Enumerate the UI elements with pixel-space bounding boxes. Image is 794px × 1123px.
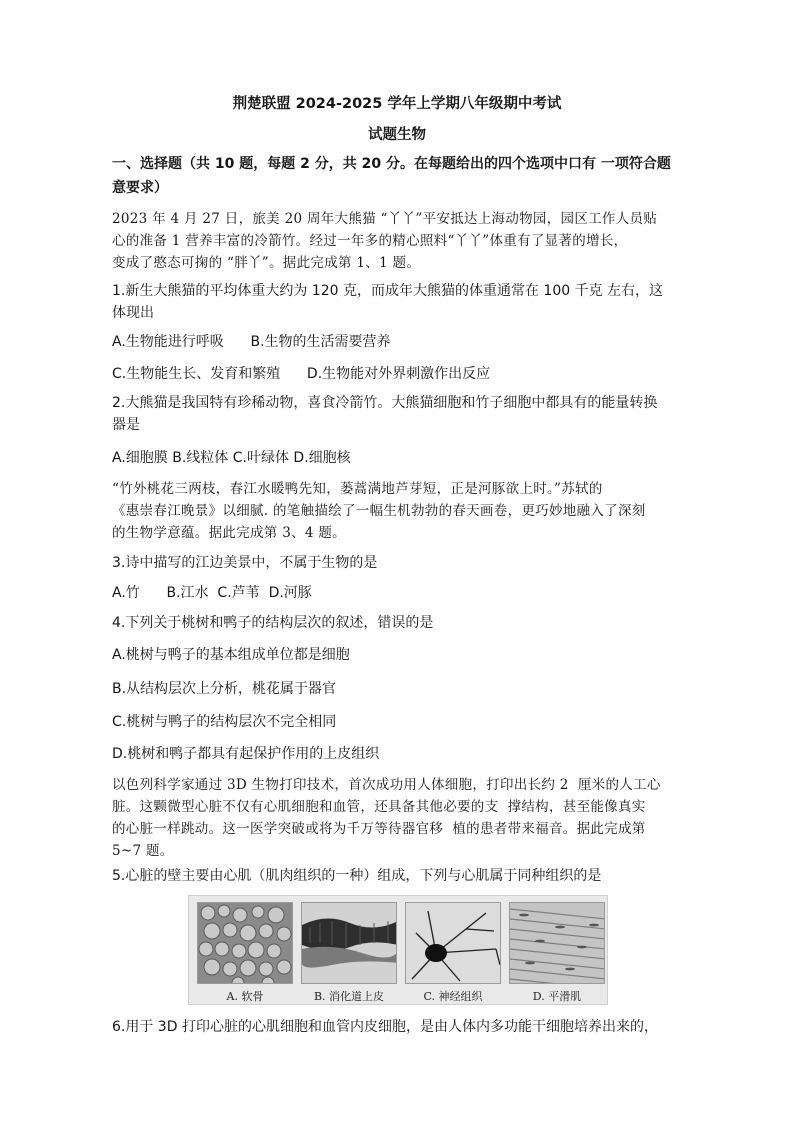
exam-title: 荆楚联盟 2024-2025 学年上学期八年级期中考试 [232, 96, 562, 112]
q4-option-b: B.从结构层次上分析，桃花属于器官 [112, 681, 337, 697]
q6-stem-line1: 6.用于 3D 打印心脏的心肌细胞和血管内皮细胞，是由人体内多功能干细胞培养出来的， [112, 1019, 658, 1035]
passage-three-line2: 脏。这颗微型心脏不仅有心肌细胞和血管，还具备其他必要的支 撑结构，甚至能像真实 [112, 799, 646, 815]
q4-option-d: D.桃树和鸭子都具有起保护作用的上皮组织 [112, 746, 380, 762]
q4-stem: 4.下列关于桃树和鸭子的结构层次的叙述，错误的是 [112, 615, 434, 631]
q3-options: A.竹 B.江水 C.芦苇 D.河豚 [112, 585, 312, 601]
smooth-muscle-image [509, 902, 605, 984]
q4-option-c: C.桃树与鸭子的结构层次不完全相同 [112, 714, 337, 730]
caption-a: A. 软骨 [226, 990, 264, 1003]
tissue-figure [188, 895, 608, 1005]
passage-one-line1: 2023 年 4 月 27 日，旅美 20 周年大熊猫 “丫丫”平安抵达上海动物园，园区工作人员贴 [112, 211, 658, 227]
passage-three-line4: 5~7 题。 [112, 843, 174, 859]
passage-one-line3: 变成了憨态可掬的 “胖丫”。据此完成第 1、1 题。 [112, 255, 421, 271]
q4-option-a: A.桃树与鸭子的基本组成单位都是细胞 [112, 647, 350, 663]
q1-options-row2: C.生物能生长、发育和繁殖 D.生物能对外界刺激作出反应 [112, 366, 491, 382]
caption-b: B. 消化道上皮 [313, 990, 385, 1003]
section-heading-line1: 一、选择题（共 10 题，每题 2 分，共 20 分。在每题给出的四个选项中口有 一项符合题 [112, 156, 671, 172]
section-heading-line2: 意要求） [112, 180, 168, 196]
q2-options: A.细胞膜 B.线粒体 C.叶绿体 D.细胞核 [112, 450, 351, 466]
q2-stem-line2: 器是 [112, 417, 140, 433]
q1-options-row1: A.生物能进行呼吸 B.生物的生活需要营养 [112, 334, 391, 350]
q1-stem-line1: 1.新生大熊猫的平均体重大约为 120 克，而成年大熊猫的体重通常在 100 千克 左右，这 [112, 283, 664, 299]
q2-stem-line1: 2.大熊猫是我国特有珍稀动物，喜食冷箭竹。大熊猫细胞和竹子细胞中都具有的能量转换 [112, 395, 658, 411]
caption-c: C. 神经组织 [423, 990, 483, 1003]
passage-one-line2: 心的准备 1 营养丰富的冷箭竹。经过一年多的精心照料“丫丫”体重有了显著的增长， [112, 233, 628, 249]
passage-three-line1: 以色列科学家通过 3D 生物打印技术，首次成功用人体细胞，打印出长约 2 厘米的人工心 [112, 777, 661, 793]
digestive-epithelium-image [301, 902, 397, 984]
q5-stem: 5.心脏的壁主要由心肌（肌肉组织的一种）组成，下列与心肌属于同种组织的是 [112, 868, 602, 884]
passage-two-line3: 的生物学意蕴。据此完成第 3、4 题。 [112, 525, 346, 541]
nerve-tissue-image [405, 902, 501, 984]
passage-three-line3: 的心脏一样跳动。这一医学突破或将为千万等待器官移 植的患者带来福音。据此完成第 [112, 821, 646, 837]
subject-title: 试题生物 [368, 127, 426, 143]
passage-two-line1: “竹外桃花三两枝，春江水暖鸭先知，蒌蒿满地芦芽短，正是河豚欲上时。”苏轼的 [112, 481, 603, 497]
caption-d: D. 平滑肌 [532, 990, 582, 1003]
q1-stem-line2: 体现出 [112, 305, 154, 321]
q3-stem: 3.诗中描写的江边美景中，不属于生物的是 [112, 555, 378, 571]
cartilage-image [197, 902, 293, 984]
passage-two-line2: 《惠崇春江晚景》以细腻. 的笔触描绘了一幅生机勃勃的春天画卷，更巧妙地融入了深刻 [112, 503, 646, 519]
